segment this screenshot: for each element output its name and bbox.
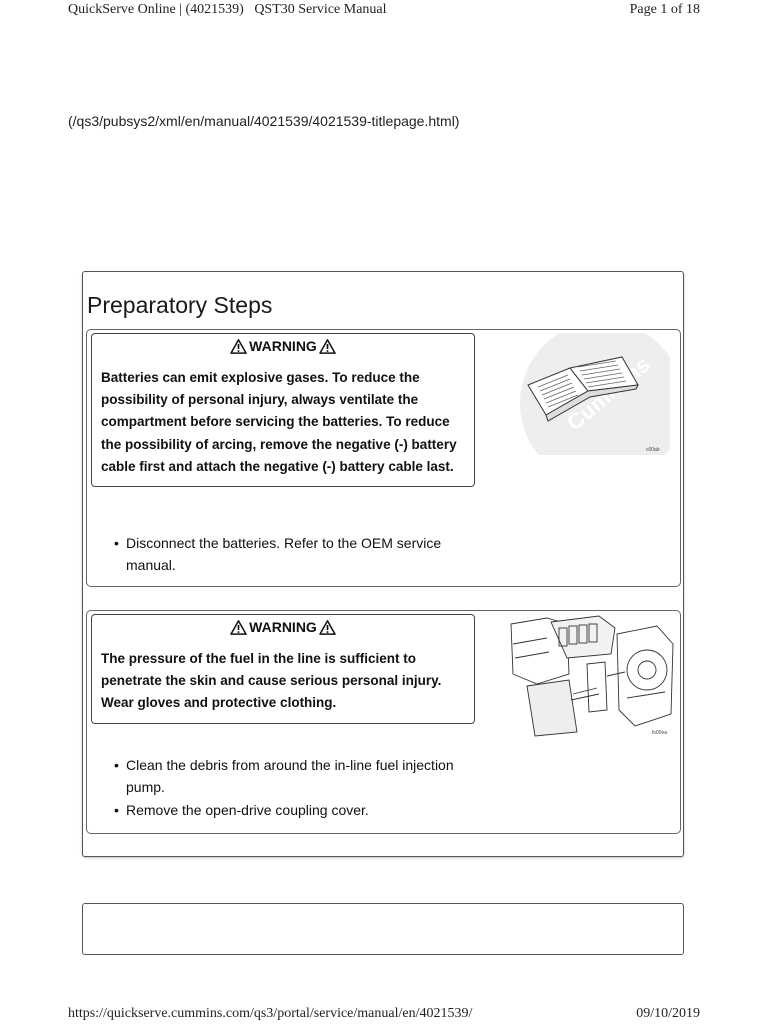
preparatory-steps-section	[82, 271, 684, 857]
warning-triangle-icon	[230, 339, 247, 354]
figure-code: fs00ea	[652, 730, 668, 736]
list-item: • Disconnect the batteries. Refer to the OEM service manual.	[114, 532, 469, 577]
footer-url: https://quickserve.cummins.com/qs3/portal/service/manual/en/4021539/	[68, 1006, 473, 1021]
figure-code: c00ab	[646, 447, 660, 453]
fuel-pump-illustration	[507, 614, 677, 738]
step-instructions	[114, 532, 469, 577]
step-card	[86, 329, 681, 587]
warning-triangle-icon	[319, 620, 336, 635]
warning-text: Batteries can emit explosive gases. To reduce the possibility of personal injury, always ventilate the compartment before servicing the batteries. To reduce the possibility of arcing, remove the negative (-) battery cable first and attach the negative (-) battery cable last.	[101, 370, 457, 474]
list-item: • Clean the debris from around the in-line fuel injection pump.	[114, 754, 469, 799]
warning-box	[91, 614, 475, 724]
list-item: • Remove the open-drive coupling cover.	[114, 799, 469, 821]
step-card	[86, 610, 681, 834]
step-instructions	[114, 754, 469, 821]
next-section-box	[82, 903, 684, 955]
warning-text: The pressure of the fuel in the line is sufficient to penetrate the skin and cause serious personal injury. Wear gloves and protective clothing.	[101, 651, 442, 711]
section-title: Preparatory Steps	[87, 292, 273, 318]
warning-header	[101, 338, 465, 354]
warning-label: WARNING	[249, 338, 317, 354]
warning-header	[101, 619, 465, 635]
warning-box	[91, 333, 475, 487]
manual-path-link[interactable]: (/qs3/pubsys2/xml/en/manual/4021539/4021539-titlepage.html)	[68, 113, 460, 129]
service-manual-illustration	[510, 333, 670, 455]
header-page-number: Page 1 of 18	[629, 2, 700, 17]
footer-date: 09/10/2019	[636, 1006, 700, 1021]
header-title: QuickServe Online | (4021539) QST30 Service Manual	[68, 2, 387, 17]
warning-triangle-icon	[230, 620, 247, 635]
warning-label: WARNING	[249, 619, 317, 635]
warning-triangle-icon	[319, 339, 336, 354]
